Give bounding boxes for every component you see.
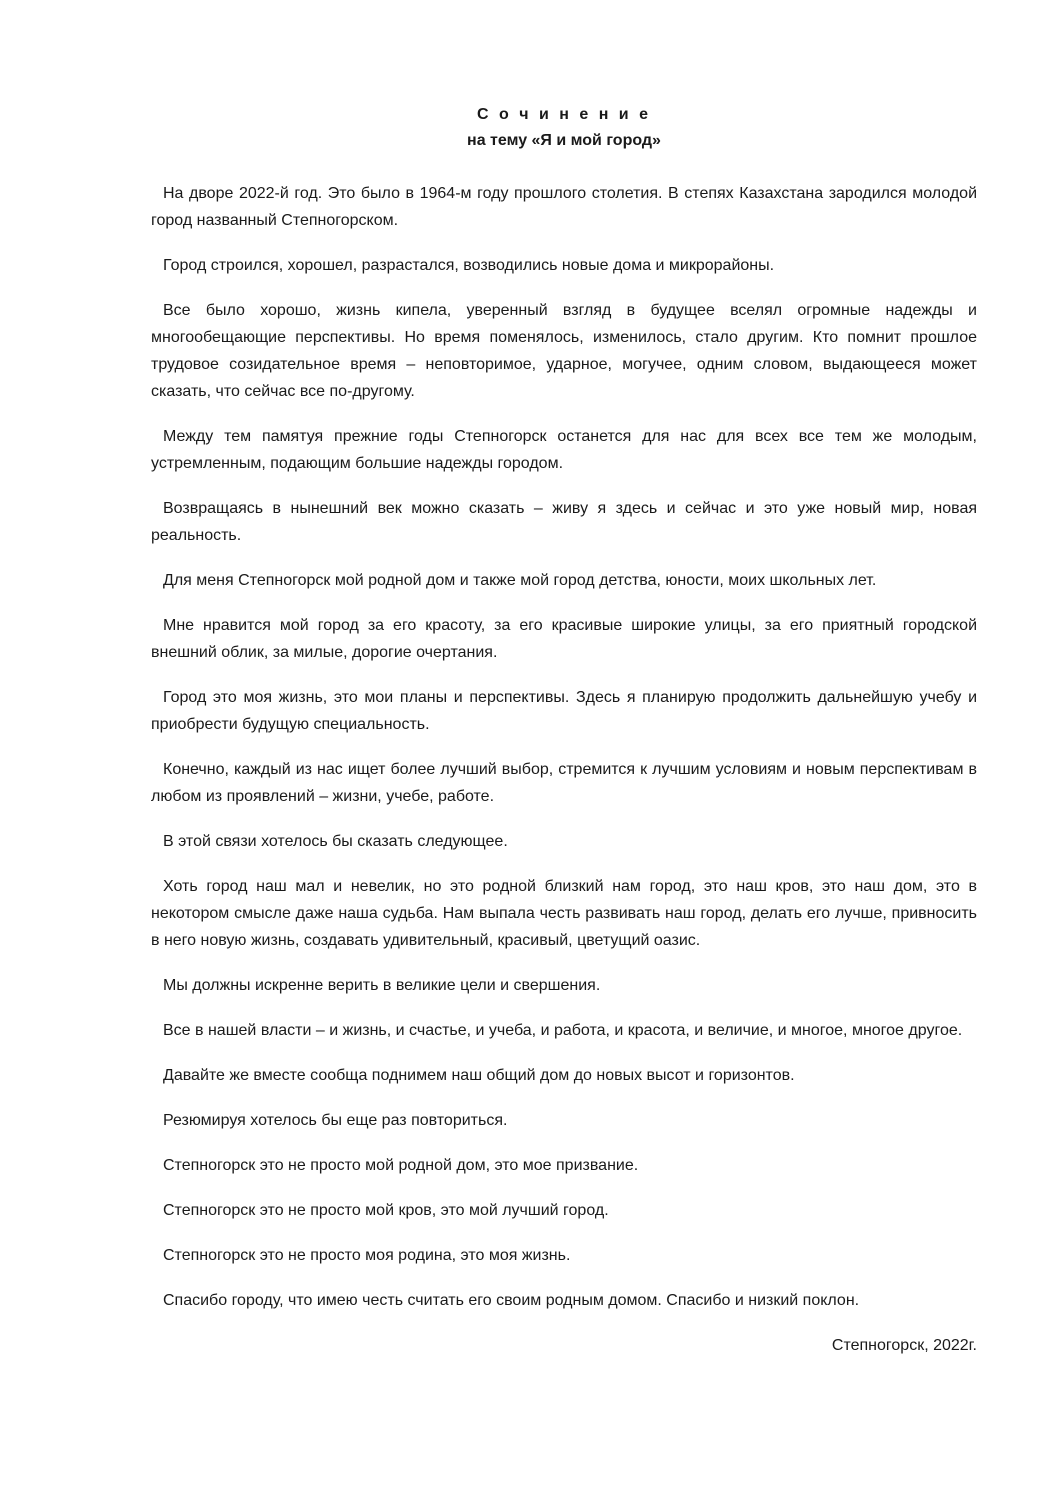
- signature-place-date: Степногорск, 2022г.: [831, 1337, 977, 1354]
- paragraph: Все было хорошо, жизнь кипела, уверенный взгляд в будущее вселял огромные надежды и многообещающие перспективы. Но время поменялось, изменилось, стало другим. Кто помнит прошлое трудовое созидательное время – неповторимое, ударное, могучее, одним словом, выдающееся может сказать, что сейчас все по-другому.: [151, 302, 977, 400]
- paragraph: На дворе 2022-й год. Это было в 1964-м году прошлого столетия. В степях Казахстана зародился молодой город названный Степногорском.: [151, 185, 977, 229]
- paragraph: Мы должны искренне верить в великие цели и свершения.: [163, 977, 601, 994]
- essay-title: С о ч и н е н и е: [477, 106, 651, 123]
- paragraph: Для меня Степногорск мой родной дом и также мой город детства, юности, моих школьных лет.: [163, 572, 877, 589]
- paragraph: Резюмируя хотелось бы еще раз повториться.: [163, 1112, 508, 1129]
- paragraph: Между тем памятуя прежние годы Степногорск останется для нас для всех все тем же молодым, устремленным, подающим большие надежды городом.: [151, 428, 977, 472]
- paragraph: Город это моя жизнь, это мои планы и перспективы. Здесь я планирую продолжить дальнейшую учебу и приобрести будущую специальность.: [151, 689, 977, 733]
- essay-subtitle: на тему «Я и мой город»: [467, 132, 661, 149]
- paragraph: Город строился, хорошел, разрастался, возводились новые дома и микрорайоны.: [163, 257, 775, 274]
- paragraph: Спасибо городу, что имею честь считать его своим родным домом. Спасибо и низкий поклон.: [163, 1292, 860, 1309]
- paragraph: Хоть город наш мал и невелик, но это родной близкий нам город, это наш кров, это наш дом, это в некотором смысле даже наша судьба. Нам выпала честь развивать наш город, делать его лучше, привносить в него новую жизнь, создавать удивительный, красивый, цветущий оазис.: [151, 878, 977, 949]
- paragraph: Все в нашей власти – и жизнь, и счастье, и учеба, и работа, и красота, и величие, и многое, многое другое.: [163, 1022, 963, 1039]
- paragraph: Степногорск это не просто мой родной дом, это мое призвание.: [163, 1157, 639, 1174]
- paragraph: Степногорск это не просто мой кров, это мой лучший город.: [163, 1202, 609, 1219]
- paragraph: Конечно, каждый из нас ищет более лучший выбор, стремится к лучшим условиям и новым перспективам в любом из проявлений – жизни, учебе, работе.: [151, 761, 977, 805]
- paragraph: В этой связи хотелось бы сказать следующее.: [163, 833, 508, 850]
- essay-body: [151, 180, 977, 1314]
- paragraph: Мне нравится мой город за его красоту, за его красивые широкие улицы, за его приятный городской внешний облик, за милые, дорогие очертания.: [151, 617, 977, 661]
- paragraph: Возвращаясь в нынешний век можно сказать – живу я здесь и сейчас и это уже новый мир, новая реальность.: [151, 500, 977, 544]
- paragraph: Давайте же вместе сообща поднимем наш общий дом до новых высот и горизонтов.: [163, 1067, 795, 1084]
- paragraph: Степногорск это не просто моя родина, это моя жизнь.: [163, 1247, 571, 1264]
